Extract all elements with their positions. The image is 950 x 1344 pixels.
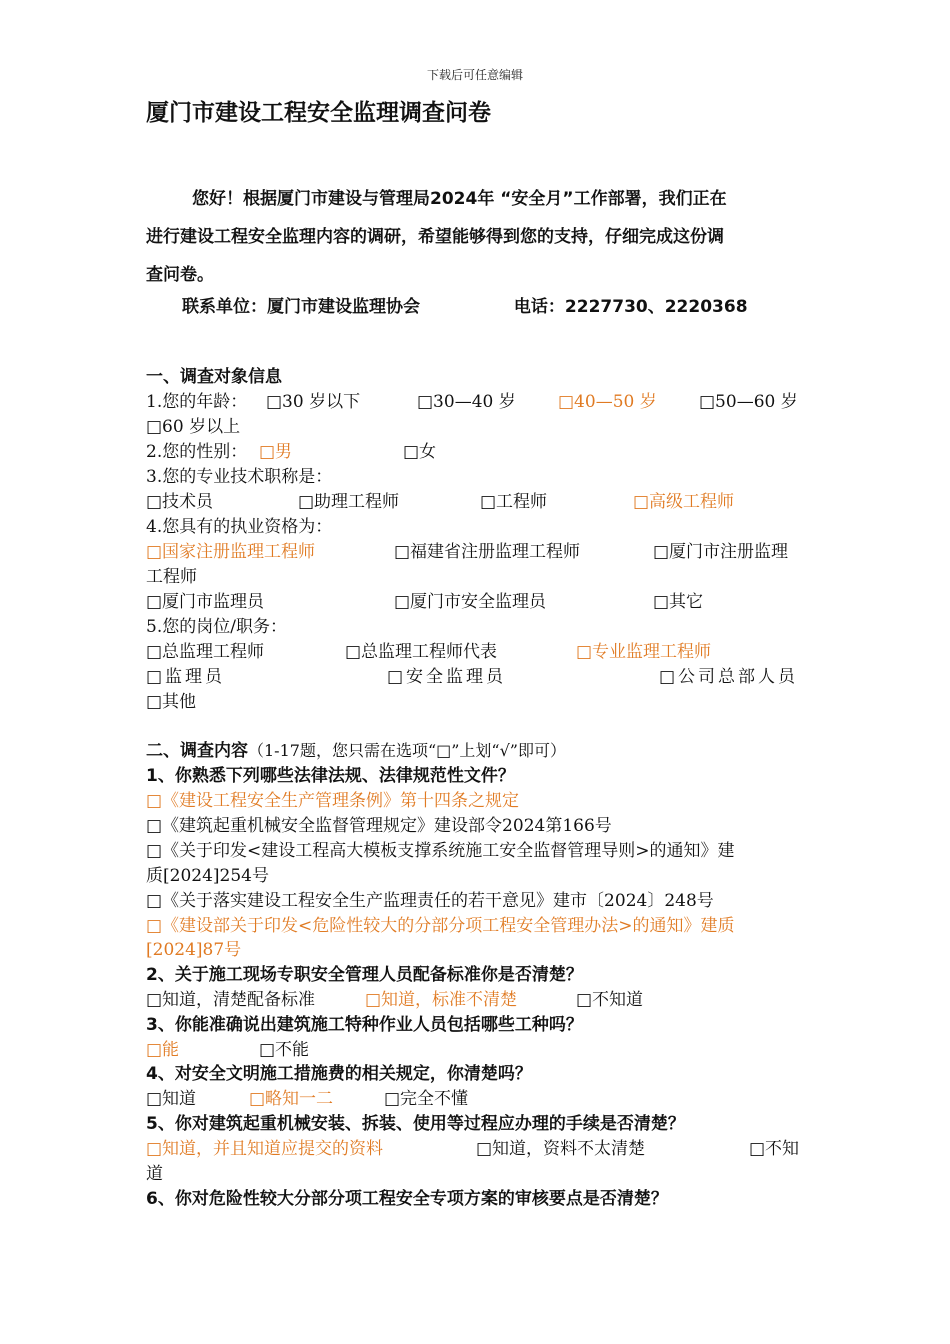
- post-option-other[interactable]: □其他: [146, 692, 197, 712]
- q2-label: 2.您的性别：: [146, 442, 248, 462]
- age-option-over60[interactable]: □60 岁以上: [146, 417, 241, 437]
- qual-option-national[interactable]: □国家注册监理工程师: [146, 542, 316, 562]
- qual-option-xiamen-supervisor[interactable]: □厦门市监理员: [146, 592, 265, 612]
- law-option-3-cont: 质[2024]254号: [146, 866, 269, 886]
- law-option-2[interactable]: □《建筑起重机械安全监督管理规定》建设部令2024第166号: [146, 816, 612, 836]
- s2-q3-label: 3、你能准确说出建筑施工特种作业人员包括哪些工种吗？: [146, 1015, 583, 1035]
- law-option-1[interactable]: □《建设工程安全生产管理条例》第十四条之规定: [146, 791, 520, 811]
- s2-q1-label: 1、你熟悉下列哪些法律法规、法律规范性文件？: [146, 766, 515, 786]
- s2-q6-label: 6、你对危险性较大分部分项工程安全专项方案的审核要点是否清楚？: [146, 1189, 668, 1209]
- fee-option-3[interactable]: □完全不懂: [384, 1089, 469, 1109]
- s2-q4-label: 4、对安全文明施工措施费的相关规定，你清楚吗？: [146, 1064, 532, 1084]
- fee-option-2[interactable]: □略知一二: [249, 1089, 334, 1109]
- post-option-chief[interactable]: □总监理工程师: [146, 642, 265, 662]
- post-option-hq[interactable]: □公司总部人员: [659, 667, 799, 687]
- law-option-3[interactable]: □《关于印发<建设工程高大模板支撑系统施工安全监督管理导则>的通知》建: [146, 841, 735, 861]
- trade-option-no[interactable]: □不能: [259, 1040, 310, 1060]
- age-option-under30[interactable]: □30 岁以下: [266, 392, 361, 412]
- law-option-5[interactable]: □《建设部关于印发<危险性较大的分部分项工程安全管理办法>的通知》建质: [146, 916, 735, 936]
- gender-option-male[interactable]: □男: [259, 442, 293, 462]
- staff-option-1[interactable]: □知道，清楚配备标准: [146, 990, 316, 1010]
- section2-heading: 二、调查内容: [146, 741, 248, 761]
- post-option-supervisor[interactable]: □监理员: [146, 667, 226, 687]
- law-option-5-cont: [2024]87号: [146, 940, 242, 960]
- q1-label: 1.您的年龄：: [146, 392, 248, 412]
- s2-q5-label: 5、你对建筑起重机械安装、拆装、使用等过程应办理的手续是否清楚？: [146, 1114, 685, 1134]
- post-option-safety[interactable]: □安全监理员: [387, 667, 507, 687]
- title-option-assistant-engineer[interactable]: □助理工程师: [298, 492, 400, 512]
- q5-label: 5.您的岗位/职务：: [146, 617, 287, 637]
- fee-option-1[interactable]: □知道: [146, 1089, 197, 1109]
- law-option-4[interactable]: □《关于落实建设工程安全生产监理责任的若干意见》建市〔2024〕248号: [146, 891, 714, 911]
- staff-option-2[interactable]: □知道，标准不清楚: [365, 990, 518, 1010]
- section2-note: （1-17题，您只需在选项“□”上划“√”即可）: [248, 741, 566, 760]
- q1-row: [146, 387, 247, 412]
- contact-unit: 联系单位：厦门市建设监理协会: [182, 297, 420, 317]
- intro-paragraph: [146, 180, 811, 294]
- title-option-technician[interactable]: □技术员: [146, 492, 214, 512]
- qual-option-xiamen-cont: 工程师: [146, 567, 197, 587]
- intro-line-3: 查问卷。: [146, 265, 214, 285]
- s2-q2-label: 2、关于施工现场专职安全管理人员配备标准你是否清楚？: [146, 965, 583, 985]
- section2-heading-row: [146, 736, 566, 761]
- page-title: 厦门市建设工程安全监理调查问卷: [146, 100, 491, 126]
- q3-label: 3.您的专业技术职称是：: [146, 467, 333, 487]
- qual-option-xiamen[interactable]: □厦门市注册监理: [653, 542, 789, 562]
- header-note: 下载后可任意编辑: [426, 68, 523, 82]
- qual-option-xiamen-safety[interactable]: □厦门市安全监理员: [394, 592, 547, 612]
- post-option-specialist[interactable]: □专业监理工程师: [576, 642, 712, 662]
- q4-label: 4.您具有的执业资格为：: [146, 517, 333, 537]
- intro-line-1: 您好！根据厦门市建设与管理局2024年 “安全月”工作部署，我们正在: [192, 189, 727, 209]
- title-option-senior-engineer[interactable]: □高级工程师: [633, 492, 735, 512]
- age-option-40-50[interactable]: □40—50 岁: [558, 392, 657, 412]
- title-option-engineer[interactable]: □工程师: [480, 492, 548, 512]
- post-option-chief-rep[interactable]: □总监理工程师代表: [345, 642, 498, 662]
- qual-option-fujian[interactable]: □福建省注册监理工程师: [394, 542, 581, 562]
- intro-line-2: 进行建设工程安全监理内容的调研，希望能够得到您的支持，仔细完成这份调: [146, 227, 724, 247]
- trade-option-yes[interactable]: □能: [146, 1040, 180, 1060]
- crane-option-3[interactable]: □不知: [749, 1139, 800, 1159]
- contact-line: [182, 292, 748, 317]
- crane-option-3-cont: 道: [146, 1164, 163, 1184]
- gender-option-female[interactable]: □女: [403, 442, 437, 462]
- contact-phone: 电话：2227730、2220368: [513, 297, 748, 317]
- age-option-50-60[interactable]: □50—60 岁: [699, 392, 798, 412]
- crane-option-2[interactable]: □知道，资料不太清楚: [476, 1139, 646, 1159]
- qual-option-other[interactable]: □其它: [653, 592, 704, 612]
- staff-option-3[interactable]: □不知道: [576, 990, 644, 1010]
- crane-option-1[interactable]: □知道，并且知道应提交的资料: [146, 1139, 384, 1159]
- age-option-30-40[interactable]: □30—40 岁: [417, 392, 516, 412]
- section1-heading: 一、调查对象信息: [146, 367, 282, 387]
